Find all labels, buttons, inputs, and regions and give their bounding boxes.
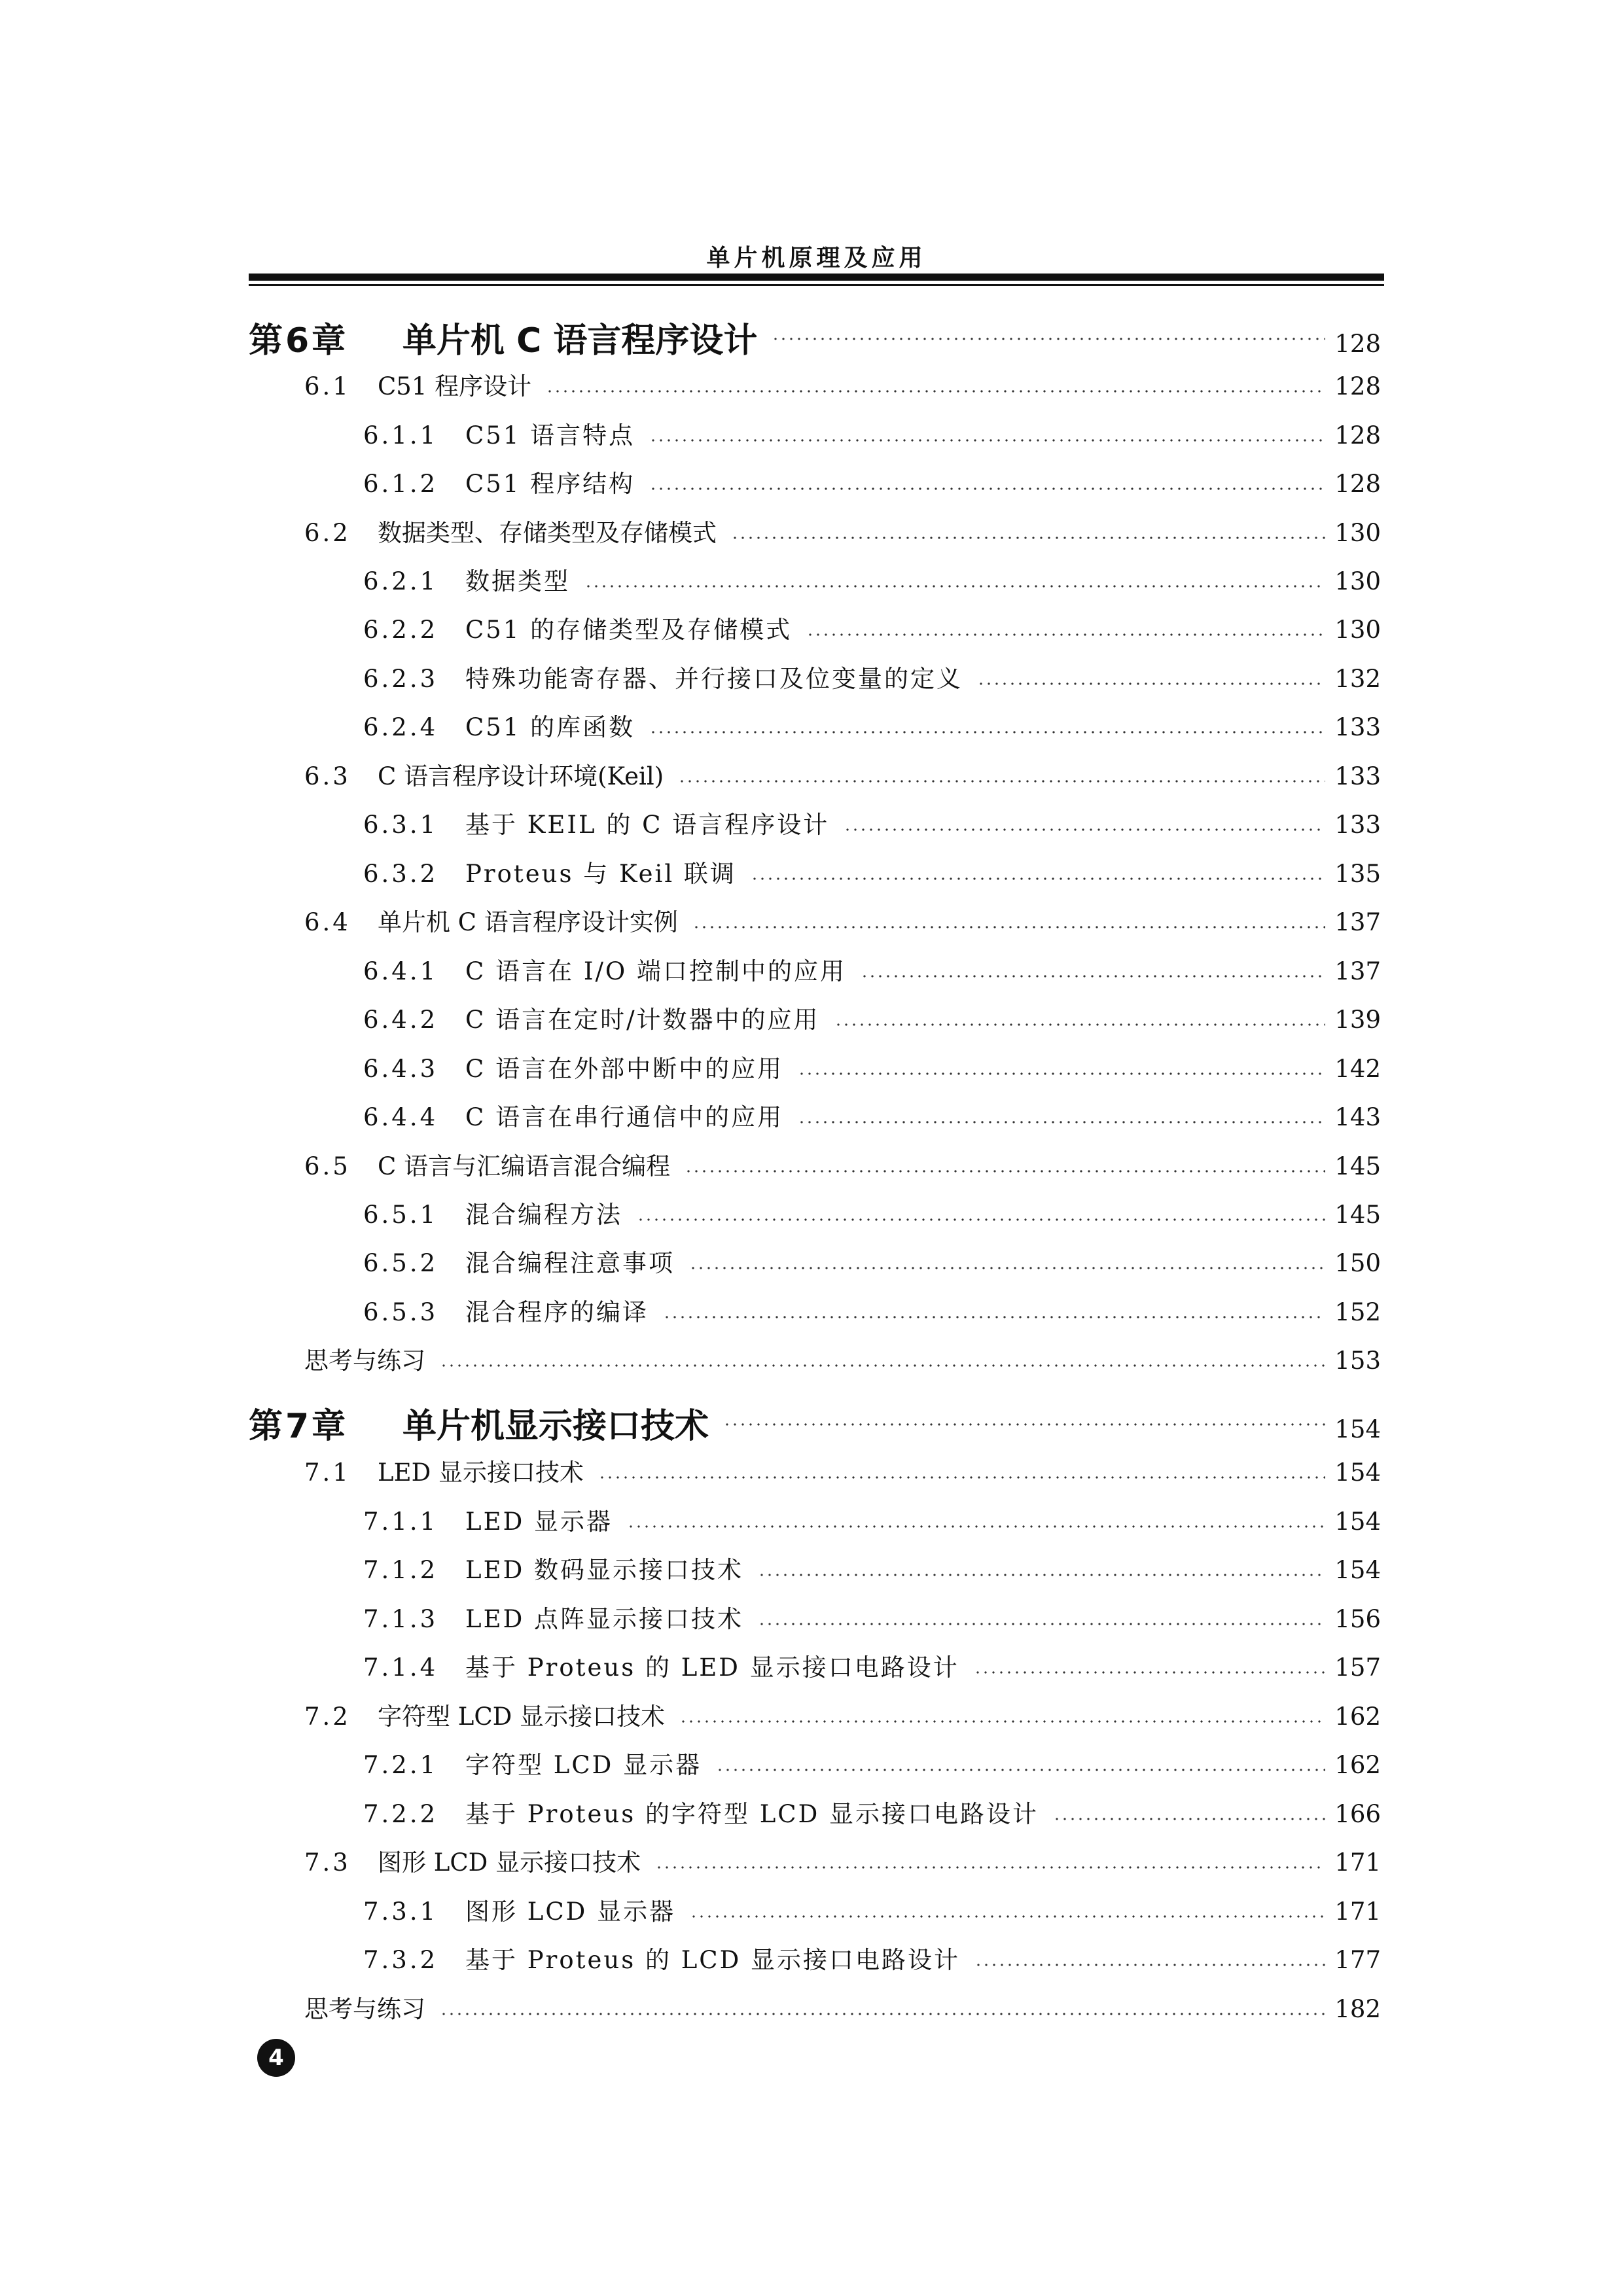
toc-entry-title: 数据类型 <box>465 567 570 595</box>
toc-entry-number: 7.1.2 <box>363 1556 438 1584</box>
toc-entry-title-group <box>363 1794 1039 1829</box>
toc-entry-title: C51 程序结构 <box>465 470 635 498</box>
toc-entry-chapter[interactable] <box>249 1398 1381 1446</box>
dot-leader <box>731 537 1325 539</box>
toc-entry-page-number: 135 <box>1334 860 1381 888</box>
toc-entry-title: LED 点阵显示接口技术 <box>465 1605 744 1633</box>
dot-leader <box>679 1720 1325 1723</box>
toc-entry-number: 7.1.1 <box>363 1508 438 1536</box>
toc-entry-title: 思考与练习 <box>304 1347 425 1375</box>
toc-entry-number: 7.3.1 <box>363 1898 438 1926</box>
toc-entry-page-number: 128 <box>1334 421 1381 450</box>
toc-entry-subsection[interactable] <box>363 1745 1381 1784</box>
toc-entry-title-group <box>304 1453 584 1488</box>
toc-entry-page-number: 137 <box>1334 957 1381 985</box>
toc-entry-page-number: 162 <box>1334 1751 1381 1779</box>
dot-leader <box>440 1364 1325 1367</box>
toc-entry-title: C 语言程序设计环境(Keil) <box>378 762 664 790</box>
toc-entry-title-group <box>363 854 736 889</box>
dot-leader <box>685 1170 1325 1173</box>
toc-entry-chapter[interactable] <box>249 313 1381 361</box>
toc-entry-subsection[interactable] <box>363 464 1381 503</box>
toc-entry-title-group <box>363 561 570 597</box>
toc-entry-subsection[interactable] <box>363 1940 1381 1979</box>
toc-entry-number: 6.2 <box>304 519 351 547</box>
toc-entry-title-group <box>304 366 531 402</box>
toc-entry-number: 6.3.1 <box>363 811 438 839</box>
toc-entry-number: 7.3.2 <box>363 1946 438 1974</box>
toc-entry-exercise[interactable] <box>304 1341 1381 1380</box>
toc-entry-title-group <box>363 1648 959 1683</box>
toc-entry-title-group <box>363 1049 783 1084</box>
dot-leader <box>974 1671 1326 1674</box>
toc-entry-title: 图形 LCD 显示接口技术 <box>378 1848 641 1877</box>
toc-entry-title-group <box>363 707 635 743</box>
toc-entry-subsection[interactable] <box>363 1195 1381 1234</box>
toc-entry-page-number: 150 <box>1334 1249 1381 1277</box>
toc-entry-number: 6.2.2 <box>363 616 438 644</box>
toc-entry-number: 6.1.2 <box>363 470 438 498</box>
toc-entry-number: 6.4.2 <box>363 1006 438 1034</box>
toc-entry-section[interactable] <box>304 513 1381 552</box>
toc-entry-title-group <box>363 1097 783 1133</box>
toc-entry-number: 7.1.4 <box>363 1653 438 1682</box>
toc-entry-title: C 语言在外部中断中的应用 <box>465 1055 784 1083</box>
toc-entry-title-group <box>304 513 717 548</box>
toc-entry-page-number: 130 <box>1334 616 1381 644</box>
dot-leader <box>649 731 1325 733</box>
toc-entry-subsection[interactable] <box>363 951 1381 991</box>
toc-entry-number: 7.3 <box>304 1848 351 1877</box>
dot-leader <box>751 877 1325 880</box>
toc-entry-subsection[interactable] <box>363 1000 1381 1039</box>
toc-entry-subsection[interactable] <box>363 1550 1381 1589</box>
toc-entry-page-number: 128 <box>1334 330 1381 358</box>
dot-leader <box>689 1267 1325 1269</box>
toc-entry-title-group <box>363 464 635 499</box>
dot-leader <box>637 1218 1325 1221</box>
dot-leader <box>663 1316 1325 1318</box>
toc-entry-title-group <box>304 1989 425 2024</box>
toc-entry-page-number: 128 <box>1334 372 1381 400</box>
toc-entry-title: 单片机显示接口技术 <box>402 1407 709 1446</box>
toc-entry-page-number: 130 <box>1334 519 1381 547</box>
dot-leader <box>546 390 1325 393</box>
dot-leader <box>440 2013 1325 2015</box>
dot-leader <box>649 487 1325 490</box>
toc-entry-title: 混合程序的编译 <box>465 1298 649 1326</box>
toc-entry-number: 6.5.3 <box>363 1298 438 1326</box>
dot-leader <box>723 1423 1325 1426</box>
toc-entry-subsection[interactable] <box>363 707 1381 747</box>
toc-entry-subsection[interactable] <box>363 415 1381 455</box>
toc-entry-title: 混合编程方法 <box>465 1201 622 1229</box>
toc-entry-number: 6.4.3 <box>363 1055 438 1083</box>
dot-leader <box>758 1574 1325 1576</box>
toc-entry-title-group <box>249 1398 709 1447</box>
toc-entry-subsection[interactable] <box>363 1292 1381 1332</box>
toc-entry-page-number: 153 <box>1334 1347 1381 1375</box>
toc-entry-page-number: 162 <box>1334 1703 1381 1731</box>
toc-entry-subsection[interactable] <box>363 561 1381 601</box>
toc-entry-page-number: 182 <box>1334 1995 1381 2023</box>
toc-entry-page-number: 166 <box>1334 1800 1381 1828</box>
toc-entry-title-group <box>363 1892 675 1927</box>
toc-entry-page-number: 171 <box>1334 1898 1381 1926</box>
toc-entry-title: C51 程序设计 <box>378 372 532 400</box>
toc-entry-number: 6.2.3 <box>363 665 438 693</box>
toc-entry-title: 混合编程注意事项 <box>465 1249 675 1277</box>
toc-entry-section[interactable] <box>304 756 1381 796</box>
toc-entry-page-number: 132 <box>1334 665 1381 693</box>
toc-entry-number: 7.2.1 <box>363 1751 438 1779</box>
toc-entry-page-number: 133 <box>1334 811 1381 839</box>
toc-entry-subsection[interactable] <box>363 1243 1381 1282</box>
toc-entry-title-group <box>304 1697 665 1732</box>
toc-entry-title-group <box>304 756 664 792</box>
toc-entry-number: 6.3 <box>304 762 351 790</box>
toc-entry-number: 6.4.1 <box>363 957 438 985</box>
toc-entry-number: 第7章 <box>249 1407 349 1446</box>
toc-entry-title-group <box>363 1550 743 1585</box>
dot-leader <box>655 1866 1325 1869</box>
toc-entry-page-number: 152 <box>1334 1298 1381 1326</box>
toc-entry-title: 基于 Proteus 的 LCD 显示接口电路设计 <box>465 1946 961 1974</box>
toc-entry-title: C 语言在串行通信中的应用 <box>465 1103 784 1131</box>
toc-entry-page-number: 154 <box>1334 1415 1381 1443</box>
toc-entry-section[interactable] <box>304 902 1381 942</box>
page-number: 4 <box>257 2039 295 2077</box>
toc-entry-section[interactable] <box>304 1843 1381 1882</box>
toc-entry-page-number: 157 <box>1334 1653 1381 1682</box>
dot-leader <box>584 585 1325 588</box>
toc-entry-title-group <box>363 415 635 451</box>
toc-entry-title-group <box>363 1000 820 1035</box>
dot-leader <box>798 1072 1325 1075</box>
toc-entry-page-number: 128 <box>1334 470 1381 498</box>
toc-entry-title-group <box>363 1502 613 1537</box>
toc-entry-page-number: 145 <box>1334 1201 1381 1229</box>
toc-entry-title-group <box>363 1195 622 1230</box>
toc-entry-title: 特殊功能寄存器、并行接口及位变量的定义 <box>465 665 963 693</box>
toc-entry-number: 7.2.2 <box>363 1800 438 1828</box>
dot-leader <box>798 1121 1325 1123</box>
toc-entry-title: LED 显示接口技术 <box>378 1458 584 1487</box>
toc-entry-subsection[interactable] <box>363 1049 1381 1088</box>
toc-entry-title: 基于 Proteus 的字符型 LCD 显示接口电路设计 <box>465 1800 1039 1828</box>
toc-entry-number: 6.5.2 <box>363 1249 438 1277</box>
toc-entry-title: C 语言在定时/计数器中的应用 <box>465 1006 820 1034</box>
toc-entry-page-number: 154 <box>1334 1508 1381 1536</box>
toc-entry-subsection[interactable] <box>363 805 1381 844</box>
toc-entry-page-number: 137 <box>1334 908 1381 936</box>
toc-entry-title-group <box>363 1940 960 1975</box>
toc-entry-section[interactable] <box>304 1146 1381 1186</box>
toc-entry-section[interactable] <box>304 366 1381 406</box>
toc-entry-number: 7.2 <box>304 1703 351 1731</box>
toc-entry-title: 数据类型、存储类型及存储模式 <box>378 519 717 547</box>
toc-entry-title-group <box>304 902 678 938</box>
toc-entry-section[interactable] <box>304 1453 1381 1492</box>
toc-entry-title: Proteus 与 Keil 联调 <box>465 860 736 888</box>
toc-entry-title: C51 的库函数 <box>465 713 635 741</box>
toc-entry-section[interactable] <box>304 1697 1381 1736</box>
toc-entry-title: 单片机 C 语言程序设计实例 <box>378 908 678 936</box>
toc-entry-title-group <box>363 659 963 694</box>
dot-leader <box>627 1525 1325 1528</box>
toc-entry-number: 6.1.1 <box>363 421 438 450</box>
toc-entry-subsection[interactable] <box>363 1794 1381 1833</box>
dot-leader <box>1053 1818 1325 1820</box>
toc-entry-subsection[interactable] <box>363 1502 1381 1541</box>
toc-entry-title: C51 语言特点 <box>465 421 635 450</box>
toc-entry-title: 基于 KEIL 的 C 语言程序设计 <box>465 811 830 839</box>
toc-entry-page-number: 139 <box>1334 1006 1381 1034</box>
dot-leader <box>649 439 1325 442</box>
toc-entry-page-number: 133 <box>1334 713 1381 741</box>
running-head: 单片机原理及应用 <box>706 245 927 272</box>
toc-entry-title: 字符型 LCD 显示接口技术 <box>378 1703 666 1731</box>
dot-leader <box>806 633 1325 636</box>
toc-entry-number: 7.1 <box>304 1458 351 1487</box>
toc-entry-number: 第6章 <box>249 321 349 361</box>
dot-leader <box>844 828 1325 831</box>
toc-entry-subsection[interactable] <box>363 1097 1381 1137</box>
toc-entry-title: C 语言与汇编语言混合编程 <box>378 1152 671 1180</box>
toc-entry-title-group <box>304 1843 641 1878</box>
toc-entry-title: 基于 Proteus 的 LED 显示接口电路设计 <box>465 1653 959 1682</box>
toc-entry-page-number: 133 <box>1334 762 1381 790</box>
dot-leader <box>758 1623 1325 1625</box>
toc-entry-title: 图形 LCD 显示器 <box>465 1898 676 1926</box>
toc-entry-subsection[interactable] <box>363 1648 1381 1687</box>
toc-entry-number: 6.2.1 <box>363 567 438 595</box>
dot-leader <box>690 1915 1325 1918</box>
toc-entry-title-group <box>249 313 757 362</box>
toc-entry-subsection[interactable] <box>363 1599 1381 1638</box>
toc-entry-title: 思考与练习 <box>304 1995 425 2023</box>
toc-entry-title-group <box>363 1243 675 1279</box>
toc-entry-title-group <box>304 1146 670 1182</box>
toc-entry-number: 6.5 <box>304 1152 351 1180</box>
toc-entry-number: 6.3.2 <box>363 860 438 888</box>
toc-entry-title: 单片机 C 语言程序设计 <box>402 321 758 361</box>
toc-entry-title-group <box>363 1745 702 1780</box>
toc-entry-page-number: 154 <box>1334 1556 1381 1584</box>
toc-entry-title: 字符型 LCD 显示器 <box>465 1751 702 1779</box>
toc-entry-page-number: 143 <box>1334 1103 1381 1131</box>
toc-entry-title: LED 数码显示接口技术 <box>465 1556 744 1584</box>
toc-entry-title-group <box>363 805 829 840</box>
toc-entry-subsection[interactable] <box>363 854 1381 893</box>
toc-entry-number: 6.4 <box>304 908 351 936</box>
dot-leader <box>598 1476 1325 1479</box>
toc-entry-page-number: 154 <box>1334 1458 1381 1487</box>
dot-leader <box>692 926 1326 928</box>
toc-entry-page-number: 145 <box>1334 1152 1381 1180</box>
toc-entry-title: LED 显示器 <box>465 1508 613 1536</box>
toc-entry-title-group <box>363 1599 743 1634</box>
dot-leader <box>974 1964 1325 1966</box>
dot-leader <box>861 975 1325 978</box>
toc-entry-subsection[interactable] <box>363 659 1381 698</box>
dot-leader <box>678 780 1325 783</box>
dot-leader <box>977 682 1325 685</box>
toc-entry-title-group <box>363 951 846 987</box>
toc-entry-page-number: 171 <box>1334 1848 1381 1877</box>
toc-entry-title: C51 的存储类型及存储模式 <box>465 616 793 644</box>
toc-entry-page-number: 177 <box>1334 1946 1381 1974</box>
toc-entry-subsection[interactable] <box>363 1892 1381 1931</box>
toc-entry-title-group <box>363 610 792 645</box>
dot-leader <box>834 1023 1326 1026</box>
toc-entry-number: 6.2.4 <box>363 713 438 741</box>
toc-entry-title-group <box>304 1341 425 1376</box>
toc-entry-number: 6.4.4 <box>363 1103 438 1131</box>
dot-leader <box>716 1769 1325 1771</box>
dot-leader <box>772 338 1325 340</box>
toc-entry-title-group <box>363 1292 649 1328</box>
toc-entry-page-number: 142 <box>1334 1055 1381 1083</box>
toc-entry-number: 6.5.1 <box>363 1201 438 1229</box>
toc-entry-number: 7.1.3 <box>363 1605 438 1633</box>
toc-entry-exercise[interactable] <box>304 1989 1381 2028</box>
toc-entry-number: 6.1 <box>304 372 351 400</box>
toc-entry-subsection[interactable] <box>363 610 1381 649</box>
toc-entry-page-number: 156 <box>1334 1605 1381 1633</box>
toc-entry-page-number: 130 <box>1334 567 1381 595</box>
toc-entry-title: C 语言在 I/O 端口控制中的应用 <box>465 957 847 985</box>
